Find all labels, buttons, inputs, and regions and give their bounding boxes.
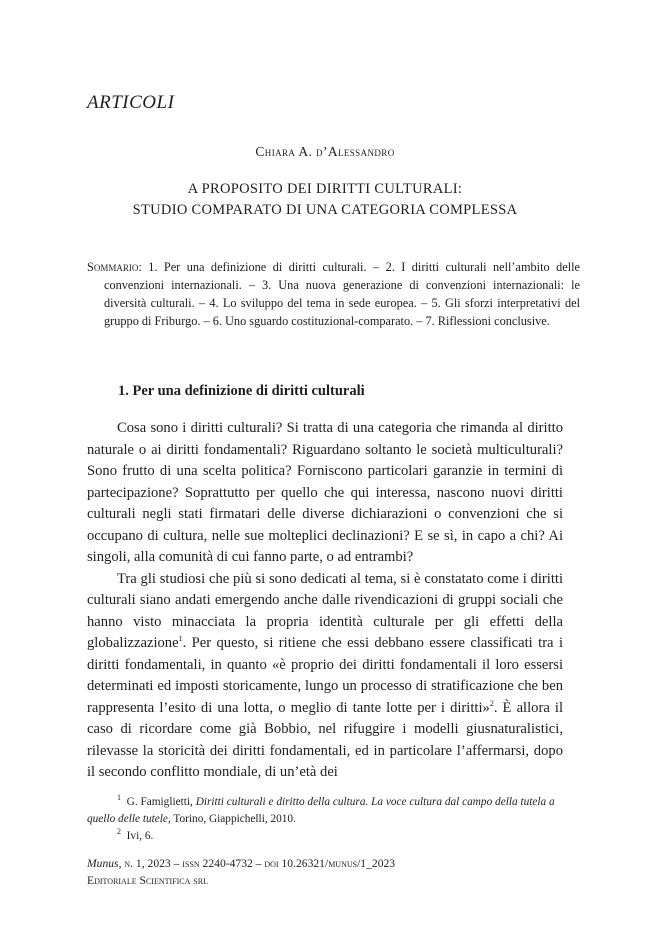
body-text <box>87 418 563 784</box>
publisher: Editoriale Scientifica srl <box>87 874 208 887</box>
section-label: ARTICOLI <box>87 92 175 113</box>
section-heading: 1. Per una definizione di diritti culturali <box>118 383 365 399</box>
summary <box>87 258 580 330</box>
journal-name: Munus <box>87 857 119 870</box>
footnote-number: 1 <box>117 793 121 803</box>
title-line-1: A PROPOSITO DEI DIRITTI CULTURALI: <box>187 181 463 197</box>
footnote-1-italic: Diritti culturali e diritto della cultura. La voce cultura dal campo della tutela a quello delle tutele <box>87 796 555 825</box>
paragraph-2-part-b: . Per questo, si ritiene che essi debbano essere classificati tra i diritti fondamentali, in quanto «è proprio dei diritti fondamentali il loro essersi determinati ed imposti storicamente, lungo un processo di stratificazione che ben rappresenta l’esito di una lotta, o meglio di tante lotte per i diritti» <box>87 635 563 716</box>
footnote-1-pre: G. Famiglietti, <box>126 796 196 808</box>
footnote-2-text: Ivi, 6. <box>126 830 154 842</box>
paragraph-2 <box>87 569 563 784</box>
colophon <box>87 855 395 889</box>
paragraph-1: Cosa sono i diritti culturali? Si tratta di una categoria che rimanda al diritto naturale o ai diritti fondamentali? Riguardano soltanto le società multiculturali? Sono frutto di una scelta politica? Forniscono particolari garanzie in termini di partecipazione? Soprattutto per quello che qui interessa, nascono nuovi diritti culturali negli stati firmatari delle diverse dichiarazioni o convenzioni che si occupano di cultura, nelle sue molteplici declinazioni? E se sì, in capo a chi? Ai singoli, alla comunità di cui fanno parte, o ad entrambi? <box>87 420 563 565</box>
issue-info: , n. 1, 2023 – issn 2240-4732 – doi 10.26321/munus/1_2023 <box>118 857 396 870</box>
footnote-ref-2[interactable]: 2 <box>489 698 494 708</box>
paragraph-2-part-a: Tra gli studiosi che più si sono dedicati al tema, si è constatato come i diritti culturali siano andati emergendo anche dalle rivendicazioni di gruppi sociali che hanno visto minacciata la propria identità culturale per gli effetti della globalizzazione <box>87 570 563 651</box>
footnote-number: 2 <box>117 827 121 837</box>
paragraph-2-part-c: . È allora il caso di ricordare come già Bobbio, nel rifuggire i modelli giusnaturalistici, rilevasse la storicità dei diritti fondamentali, ed in particolare l’affermarsi, dopo il secondo conflitto mondiale, di un’età dei <box>87 699 563 780</box>
footnote-1-post: , Torino, Giappichelli, 2010. <box>167 813 296 825</box>
title-line-2: STUDIO COMPARATO DI UNA CATEGORIA COMPLESSA <box>132 202 518 218</box>
summary-lead: Sommario: <box>87 260 142 274</box>
summary-text: 1. Per una definizione di diritti culturali. – 2. I diritti culturali nell’ambito delle convenzioni internazionali. – 3. Una nuova generazione di convenzioni internazionali: le diversità culturali. – 4. Lo sviluppo del tema in sede europea. – 5. Gli sforzi interpretativi del gruppo di Friburgo. – 6. Uno sguardo costituzional-comparato. – 7. Riflessioni conclusive. <box>104 260 580 328</box>
colophon-line-1 <box>87 855 395 872</box>
footnote-ref-1[interactable]: 1 <box>178 634 183 644</box>
author-name: Chiara A. d’Alessandro <box>255 144 395 159</box>
article-title <box>0 179 650 221</box>
footnotes <box>87 794 563 845</box>
footnote-1 <box>87 794 563 828</box>
footnote-2 <box>87 828 563 845</box>
